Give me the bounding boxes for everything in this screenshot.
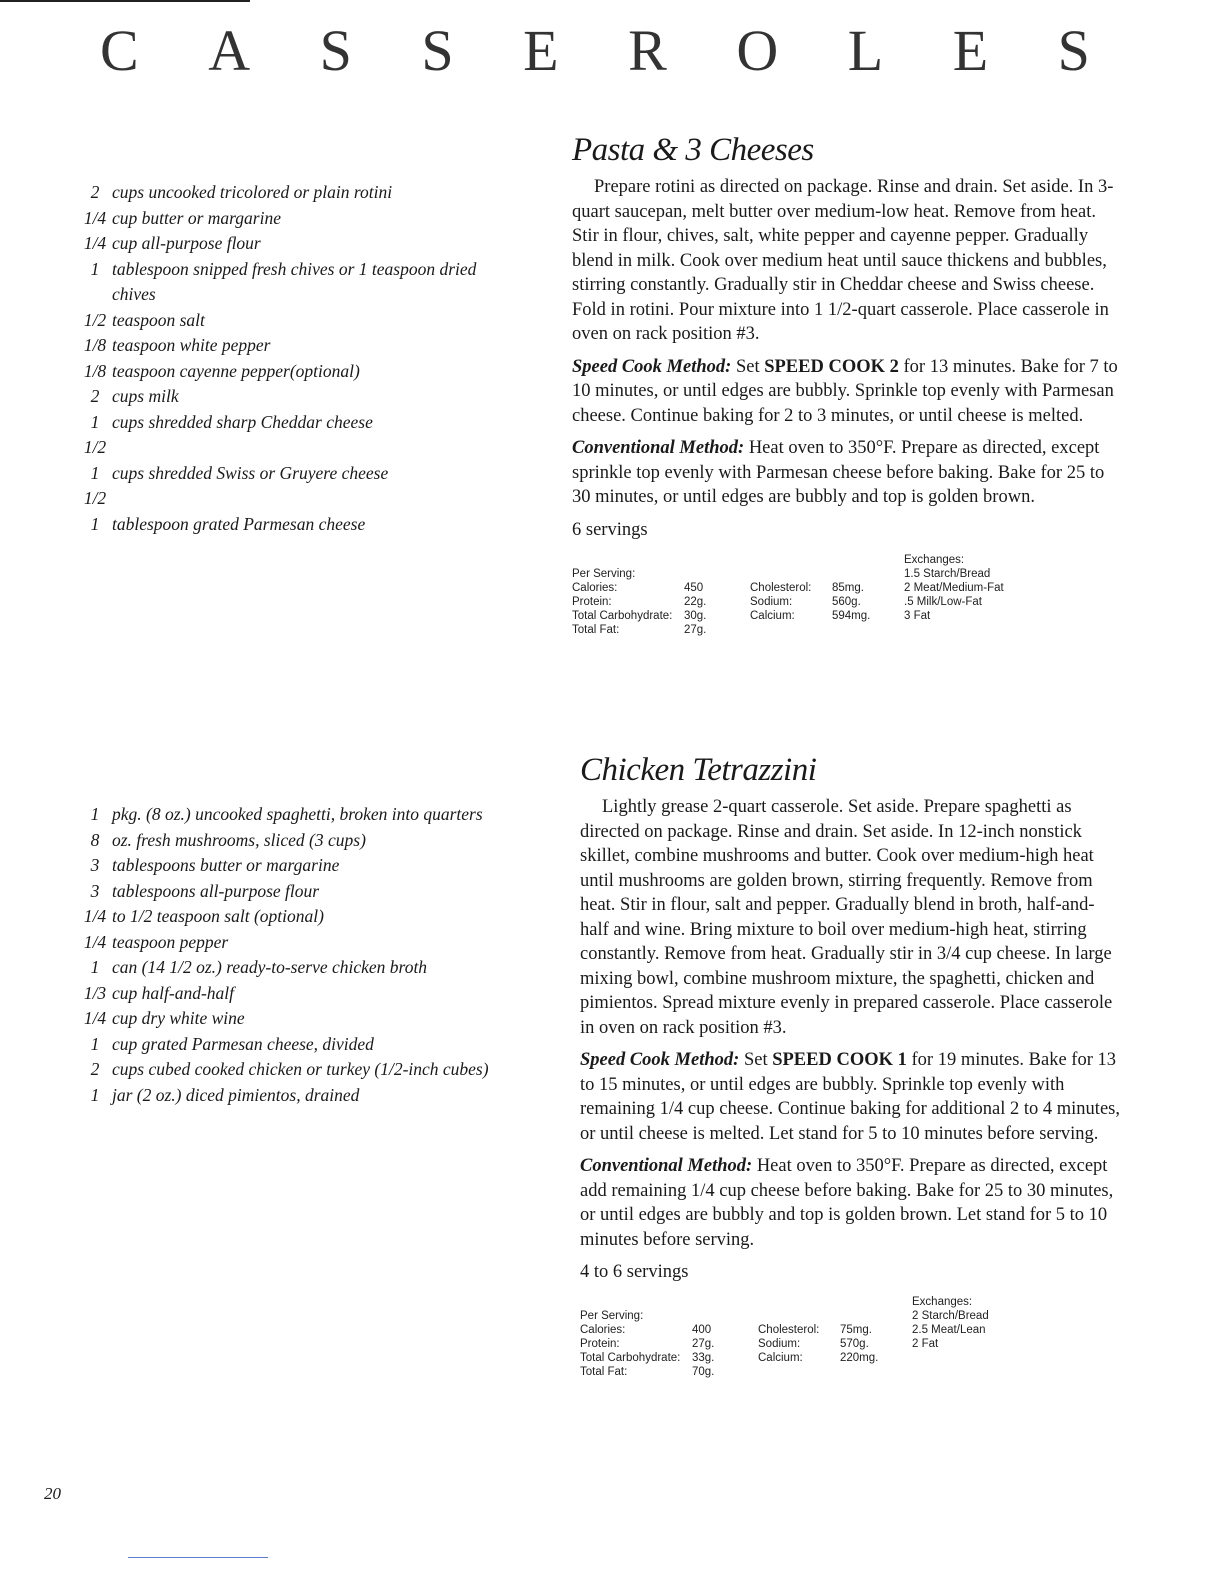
ingredient-item xyxy=(78,1032,548,1058)
ingredient-item xyxy=(78,384,548,410)
ingredient-qty: 1 xyxy=(90,1033,100,1054)
speed-cook-method xyxy=(572,355,1120,429)
ingredient-text: pkg. (8 oz.) uncooked spaghetti, broken into quarters xyxy=(112,804,483,824)
exchanges-label: Exchanges: xyxy=(912,1296,973,1308)
exchange-item: 2 Fat xyxy=(912,1338,939,1350)
ingredient-item xyxy=(78,461,548,512)
nutrition-row xyxy=(750,609,882,623)
exchange-item: .5 Milk/Low-Fat xyxy=(904,595,982,608)
ingredient-item xyxy=(78,333,548,359)
ingredient-item xyxy=(78,308,548,334)
ingredient-text: cup grated Parmesan cheese, divided xyxy=(112,1033,374,1054)
ingredient-item xyxy=(78,1083,548,1109)
title-letter: E xyxy=(523,18,559,83)
ingredient-qty: 3 xyxy=(90,855,100,875)
ingredient-qty: 1 xyxy=(90,513,100,534)
ingredient-text: to 1/2 teaspoon salt (optional) xyxy=(112,906,324,926)
ingredient-text: oz. fresh mushrooms, sliced (3 cups) xyxy=(112,829,366,850)
nutrition-label: Cholesterol: xyxy=(758,1324,820,1336)
title-letter: S xyxy=(1057,18,1090,83)
nutrition-col-minerals xyxy=(750,553,882,637)
nutrition-row xyxy=(580,1351,736,1365)
ingredient-qty: 1/4 xyxy=(83,906,107,926)
nutrition-value: 220mg. xyxy=(840,1352,879,1364)
tetrazzini-ingredients-list xyxy=(78,802,548,1108)
ingredient-item xyxy=(78,955,548,981)
page-number: 20 xyxy=(44,1484,61,1503)
per-serving-label: Per Serving: xyxy=(572,567,636,580)
conventional-method xyxy=(580,1154,1120,1252)
method-text: Heat oven to 350°F. Prepare as directed, except sprinkle top evenly with Parmesan cheese before baking. Bake for 25 to 30 minutes, or until edges are bubbly and top is golden brown. xyxy=(572,438,1105,507)
servings: 4 to 6 servings xyxy=(580,1262,689,1282)
ingredient-qty: 1 xyxy=(90,957,100,977)
nutrition-row xyxy=(580,1323,736,1337)
section-title xyxy=(100,18,1090,83)
method-pre: Set xyxy=(743,1050,768,1070)
ingredient-text: tablespoon grated Parmesan cheese xyxy=(112,513,366,534)
nutrition-label: Total Fat: xyxy=(580,1366,628,1378)
nutrition-row xyxy=(750,581,882,595)
nutrition-row xyxy=(572,595,728,609)
speed-cook-method xyxy=(580,1048,1120,1146)
ingredient-item xyxy=(78,828,548,854)
ingredient-item xyxy=(78,1057,548,1083)
nutrition-value: 30g. xyxy=(684,609,707,622)
recipe-directions: Lightly grease 2-quart casserole. Set aside. Prepare spaghetti as directed on package. Rinse and drain. Set aside. In 12-inch nonstick skillet, combine mushrooms and butter. Cook over medium-high heat until mushrooms are golden brown, stirring frequently. Remove from heat. Stir in flour, salt and pepper. Gradually blend in broth, half-and-half and wine. Bring mixture to boil over medium-high heat, stirring constantly. Remove from heat. Gradually stir in 3/4 cup cheese. In large mixing bowl, combine mushroom mixture, the spaghetti, chicken and pimientos. Spread mixture evenly in prepared casserole. Place casserole in oven on rack position #3. xyxy=(580,797,1113,1038)
servings: 6 servings xyxy=(572,519,648,540)
ingredient-text: jar (2 oz.) diced pimientos, drained xyxy=(112,1084,360,1105)
ingredient-item xyxy=(78,853,548,879)
ingredient-item xyxy=(78,206,548,232)
ingredient-text: cup half-and-half xyxy=(112,982,234,1003)
nutrition-label: Calories: xyxy=(580,1324,626,1336)
nutrition-value: 22g. xyxy=(684,595,707,608)
ingredient-text: cup dry white wine xyxy=(112,1008,245,1028)
ingredient-qty: 3 xyxy=(90,880,100,901)
ingredient-qty: 2 xyxy=(90,386,100,406)
ingredient-text: tablespoon snipped fresh chives or 1 teaspoon dried chives xyxy=(112,258,477,304)
ingredient-item xyxy=(78,257,548,308)
title-letter: S xyxy=(421,18,454,83)
ingredient-qty: 1/4 xyxy=(83,233,107,253)
nutrition-label: Sodium: xyxy=(758,1338,801,1350)
nutrition-value: 570g. xyxy=(840,1338,869,1350)
nutrition-label: Calcium: xyxy=(750,609,795,622)
nutrition-value: 27g. xyxy=(692,1338,715,1350)
title-letter: A xyxy=(208,18,251,83)
nutrition-row xyxy=(758,1323,890,1337)
ingredient-qty: 1 1/2 xyxy=(83,462,107,508)
nutrition-exchanges xyxy=(904,553,1004,637)
exchanges-label: Exchanges: xyxy=(904,553,965,566)
ingredient-qty: 8 xyxy=(90,829,100,850)
ingredient-item xyxy=(78,231,548,257)
ingredient-text: cups shredded Swiss or Gruyere cheese xyxy=(112,462,389,483)
nutrition-label: Sodium: xyxy=(750,595,793,608)
nutrition-row xyxy=(750,595,882,609)
nutrition-panel xyxy=(580,1295,1120,1379)
ingredient-text: tablespoons all-purpose flour xyxy=(112,880,320,901)
nutrition-col-main xyxy=(572,553,728,637)
nutrition-row xyxy=(572,581,728,595)
nutrition-value: 33g. xyxy=(692,1352,715,1364)
ingredient-text: cup all-purpose flour xyxy=(112,233,261,253)
exchange-item: 2.5 Meat/Lean xyxy=(912,1324,986,1336)
ingredient-text: cups milk xyxy=(112,386,179,406)
exchange-item: 2 Meat/Medium-Fat xyxy=(904,581,1004,594)
ingredient-item xyxy=(78,410,548,461)
ingredient-text: cups uncooked tricolored or plain rotini xyxy=(112,182,393,202)
ingredient-item xyxy=(78,930,548,956)
nutrition-label: Calcium: xyxy=(758,1352,803,1364)
nutrition-row xyxy=(580,1337,736,1351)
nutrition-label: Protein: xyxy=(580,1338,620,1350)
nutrition-col-main xyxy=(580,1295,736,1379)
nutrition-panel xyxy=(572,553,1120,637)
ingredient-qty: 1/2 xyxy=(83,309,107,330)
ingredient-item xyxy=(78,359,548,385)
ingredient-qty: 1 xyxy=(90,804,100,824)
pasta-ingredients-list xyxy=(78,180,548,537)
exchange-item: 1.5 Starch/Bread xyxy=(904,567,991,580)
ingredient-text: teaspoon pepper xyxy=(112,931,229,952)
nutrition-row xyxy=(580,1365,736,1379)
ingredient-qty: 1/3 xyxy=(83,982,107,1003)
title-letter: E xyxy=(952,18,989,83)
method-text: for 13 minutes. Bake for 7 to 10 minutes, or until edges are bubbly. Sprinkle top evenly with Parmesan cheese. Continue baking for 2 to 3 minutes, or until cheese is melted. xyxy=(572,356,1118,426)
nutrition-label: Cholesterol: xyxy=(750,581,812,594)
nutrition-value: 450 xyxy=(684,581,704,594)
nutrition-value: 560g. xyxy=(832,595,861,608)
per-serving-label: Per Serving: xyxy=(580,1310,644,1322)
ingredient-text: teaspoon salt xyxy=(112,309,205,330)
ingredient-text: cups shredded sharp Cheddar cheese xyxy=(112,411,373,432)
ingredient-qty: 1 1/2 xyxy=(83,411,107,457)
title-letter: S xyxy=(319,18,352,83)
nutrition-value: 70g. xyxy=(692,1366,715,1378)
speed-setting: SPEED COOK 2 xyxy=(764,356,899,377)
bottom-rule xyxy=(128,1557,268,1558)
exchange-item: 2 Starch/Bread xyxy=(912,1310,989,1322)
title-letter: R xyxy=(628,18,667,83)
ingredient-item xyxy=(78,180,548,206)
ingredient-item xyxy=(78,1006,548,1032)
title-letter: O xyxy=(736,18,779,83)
exchange-item: 3 Fat xyxy=(904,609,931,622)
nutrition-label: Total Carbohydrate: xyxy=(572,609,673,622)
ingredient-qty: 1/8 xyxy=(83,335,107,355)
nutrition-label: Total Fat: xyxy=(572,623,620,636)
nutrition-label: Total Carbohydrate: xyxy=(580,1352,681,1364)
ingredient-qty: 2 xyxy=(90,1059,100,1079)
method-label: Speed Cook Method: xyxy=(580,1050,740,1070)
nutrition-label: Protein: xyxy=(572,595,612,608)
recipe-title: Chicken Tetrazzini xyxy=(580,752,817,788)
ingredient-item xyxy=(78,904,548,930)
method-text: Heat oven to 350°F. Prepare as directed, except add remaining 1/4 cup cheese before baking. Bake for 25 to 30 minutes, or until edges are bubbly and top is golden brown. Let stand for 5 to 10 minutes before serving. xyxy=(580,1156,1114,1250)
ingredient-qty: 2 xyxy=(90,182,100,202)
nutrition-row xyxy=(572,609,728,623)
ingredient-qty: 1/4 xyxy=(83,207,107,228)
method-label: Speed Cook Method: xyxy=(572,356,732,377)
ingredient-item xyxy=(78,512,548,538)
ingredient-item xyxy=(78,802,548,828)
tetrazzini-recipe xyxy=(580,752,1120,1379)
nutrition-label: Calories: xyxy=(572,581,618,594)
nutrition-row xyxy=(758,1337,890,1351)
method-label: Conventional Method: xyxy=(572,438,745,458)
ingredient-qty: 1 xyxy=(90,258,100,279)
nutrition-value: 85mg. xyxy=(832,581,864,594)
ingredient-qty: 1 xyxy=(90,1084,100,1105)
conventional-method xyxy=(572,436,1120,510)
ingredient-text: can (14 1/2 oz.) ready-to-serve chicken broth xyxy=(112,957,428,977)
method-pre: Set xyxy=(735,356,760,377)
nutrition-col-minerals xyxy=(758,1295,890,1379)
nutrition-value: 594mg. xyxy=(832,609,871,622)
ingredient-text: cups cubed cooked chicken or turkey (1/2-inch cubes) xyxy=(112,1059,489,1079)
nutrition-value: 75mg. xyxy=(840,1324,872,1336)
nutrition-row xyxy=(758,1351,890,1365)
nutrition-exchanges xyxy=(912,1295,989,1379)
ingredient-qty: 1/4 xyxy=(83,931,107,952)
ingredient-item xyxy=(78,879,548,905)
speed-setting: SPEED COOK 1 xyxy=(772,1050,907,1070)
title-letter: L xyxy=(847,18,884,83)
nutrition-value: 27g. xyxy=(684,623,707,636)
ingredient-text: teaspoon white pepper xyxy=(112,335,271,355)
ingredient-qty: 1/4 xyxy=(83,1008,107,1028)
title-letter: C xyxy=(100,18,139,83)
ingredient-text: tablespoons butter or margarine xyxy=(112,855,340,875)
recipe-directions: Prepare rotini as directed on package. Rinse and drain. Set aside. In 3-quart saucepan, melt butter over medium-low heat. Remove from heat. Stir in flour, chives, salt, white pepper and cayenne pepper. Gradually blend in milk. Cook over medium heat until sauce thickens and bubbles, stirring constantly. Gradually stir in Cheddar cheese and Swiss cheese. Fold in rotini. Pour mixture into 1 1/2-quart casserole. Place casserole in oven on rack position #3. xyxy=(572,177,1114,344)
method-label: Conventional Method: xyxy=(580,1156,753,1176)
ingredient-text: cup butter or margarine xyxy=(112,207,281,228)
top-rule xyxy=(0,0,250,2)
nutrition-row xyxy=(572,623,728,637)
method-text: for 19 minutes. Bake for 13 to 15 minutes, or until edges are bubbly. Sprinkle top evenly with remaining 1/4 cup cheese. Continue baking for additional 2 to 4 minutes, or until cheese is melted. Let stand for 5 to 10 minutes before serving. xyxy=(580,1050,1120,1144)
pasta-recipe xyxy=(572,132,1120,637)
recipe-title: Pasta & 3 Cheeses xyxy=(572,132,814,168)
ingredient-qty: 1/8 xyxy=(83,360,107,381)
ingredient-item xyxy=(78,981,548,1007)
nutrition-value: 400 xyxy=(692,1324,712,1336)
ingredient-text: teaspoon cayenne pepper(optional) xyxy=(112,360,360,381)
